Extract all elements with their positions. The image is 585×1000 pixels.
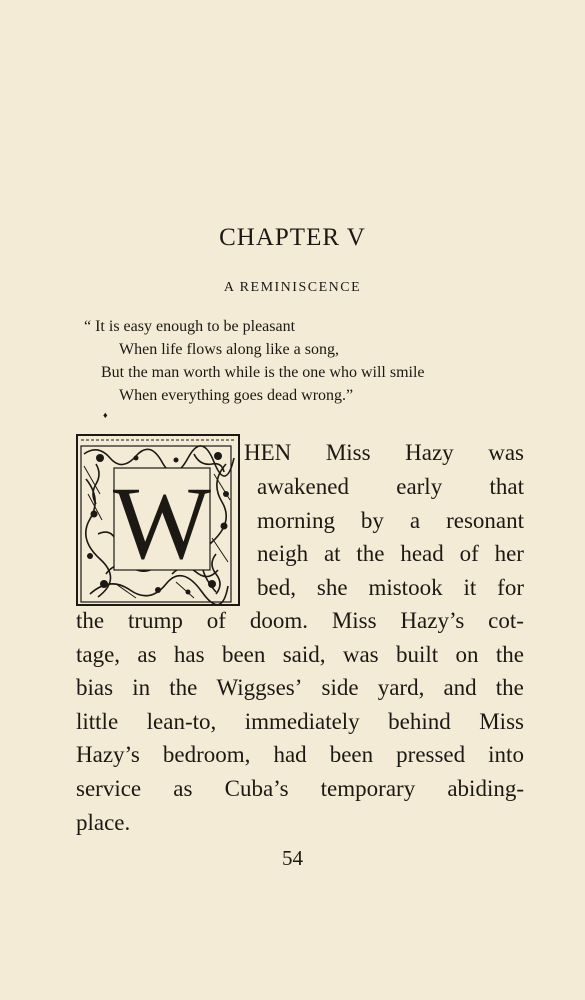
body-line: place. [76, 810, 131, 835]
body-line: service as Cuba’s temporary abiding- [76, 776, 524, 801]
epigraph-line: But the man worth while is the one who will smile [101, 364, 425, 381]
body-line: awakened early that [257, 474, 524, 499]
body-line: bias in the Wiggses’ side yard, and the [76, 675, 524, 700]
page-number: 54 [282, 846, 303, 870]
decorative-initial [76, 434, 240, 606]
body-line: little lean-to, immediately behind Miss [76, 709, 524, 734]
body-line: tage, as has been said, was built on the [76, 642, 524, 667]
body-line: morning by a resonant [257, 508, 524, 533]
body-line: Hazy’s bedroom, had been pressed into [76, 742, 524, 767]
chapter-title: CHAPTER V [219, 224, 366, 251]
chapter-subtitle: A REMINISCENCE [223, 280, 362, 295]
drop-cap-letter: W [112, 466, 212, 581]
body-line: the trump of doom. Miss Hazy’s cot- [76, 608, 524, 633]
epigraph-line: When everything goes dead wrong.” [119, 387, 354, 404]
epigraph-line: “ It is easy enough to be pleasant [84, 318, 296, 335]
stray-print-mark: ♦ [103, 410, 108, 420]
epigraph-line: When life flows along like a song, [119, 341, 339, 358]
body-line: HEN Miss Hazy was [244, 440, 524, 465]
body-line: bed, she mistook it for [257, 575, 524, 600]
body-line: neigh at the head of her [257, 541, 524, 566]
